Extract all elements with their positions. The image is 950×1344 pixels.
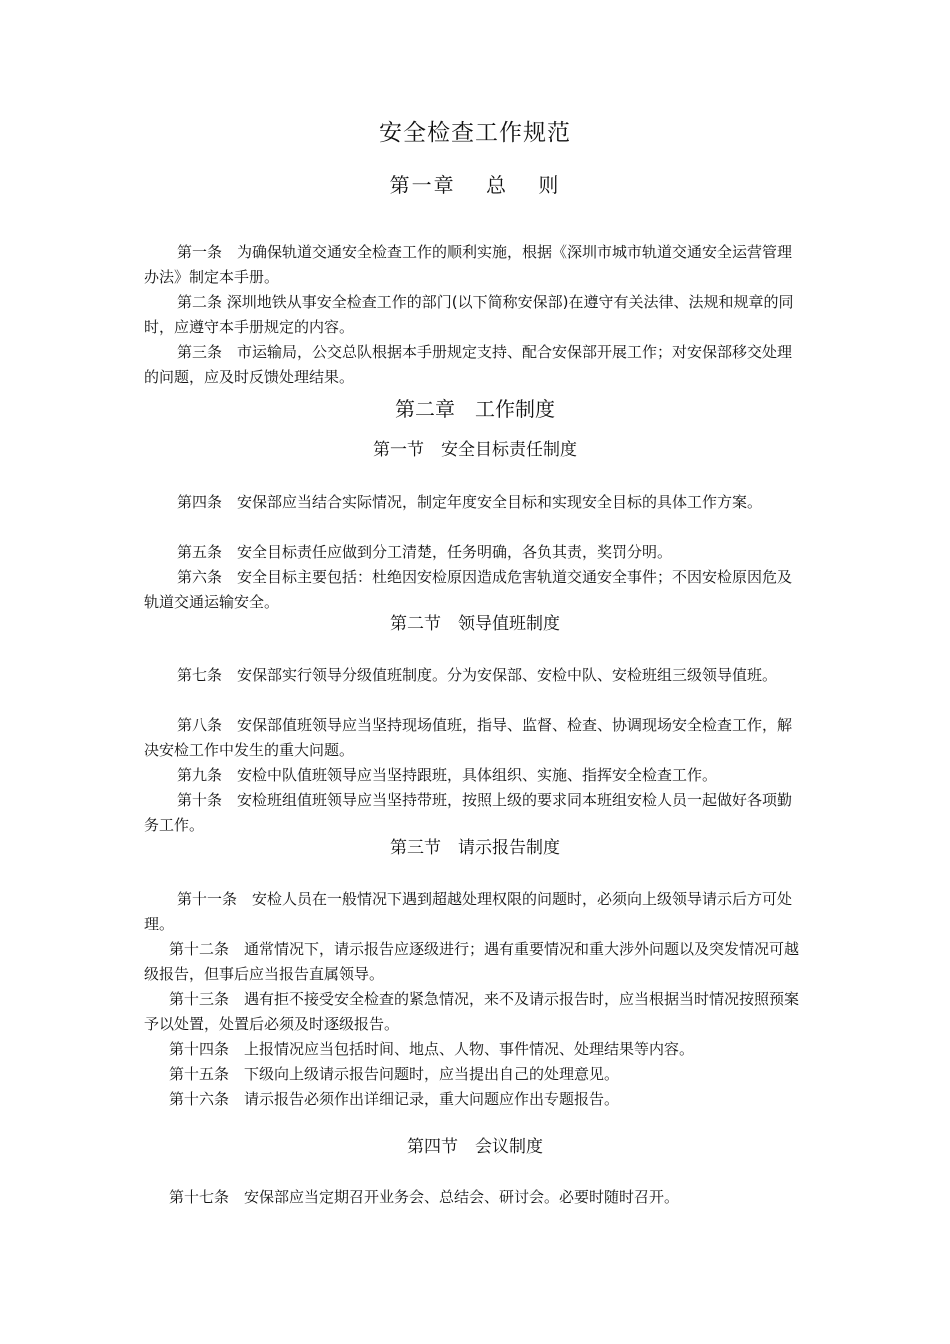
article-14: 第十四条 上报情况应当包括时间、地点、人物、事件情况、处理结果等内容。 bbox=[169, 1040, 695, 1058]
article-8: 第八条 安保部值班领导应当坚持现场值班，指导、监督、检查、协调现场安全检查工作，解决安检工作中发生的重大问题。 bbox=[144, 716, 793, 759]
article-6: 第六条 安全目标主要包括：杜绝因安检原因造成危害轨道交通安全事件；不因安检原因危及轨道交通运输安全。 bbox=[144, 568, 793, 611]
section-4-heading: 第四节 会议制度 bbox=[407, 1137, 543, 1157]
article-15: 第十五条 下级向上级请示报告问题时，应当提出自己的处理意见。 bbox=[169, 1065, 620, 1083]
article-12: 第十二条 通常情况下，请示报告应逐级进行；遇有重要情况和重大涉外问题以及突发情况可越级报告，但事后应当报告直属领导。 bbox=[144, 940, 800, 983]
chapter-1-heading: 第一章 总 则 bbox=[389, 173, 561, 197]
article-9: 第九条 安检中队值班领导应当坚持跟班，具体组织、实施、指挥安全检查工作。 bbox=[177, 766, 718, 784]
article-3: 第三条 市运输局，公交总队根据本手册规定支持、配合安保部开展工作；对安保部移交处理的问题，应及时反馈处理结果。 bbox=[144, 343, 793, 386]
article-2: 第二条 深圳地铁从事安全检查工作的部门(以下简称安保部)在遵守有关法律、法规和规章的同时，应遵守本手册规定的内容。 bbox=[144, 293, 794, 336]
article-7: 第七条 安保部实行领导分级值班制度。分为安保部、安检中队、安检班组三级领导值班。 bbox=[177, 666, 778, 684]
article-5: 第五条 安全目标责任应做到分工清楚，任务明确，各负其责，奖罚分明。 bbox=[177, 543, 673, 561]
article-1: 第一条 为确保轨道交通安全检查工作的顺利实施，根据《深圳市城市轨道交通安全运营管理办法》制定本手册。 bbox=[144, 243, 793, 286]
article-10: 第十条 安检班组值班领导应当坚持带班，按照上级的要求同本班组安检人员一起做好各项勤务工作。 bbox=[144, 791, 793, 834]
article-4: 第四条 安保部应当结合实际情况，制定年度安全目标和实现安全目标的具体工作方案。 bbox=[177, 493, 763, 511]
section-3-heading: 第三节 请示报告制度 bbox=[390, 838, 560, 858]
article-13: 第十三条 遇有拒不接受安全检查的紧急情况，来不及请示报告时，应当根据当时情况按照预案予以处置，处置后必须及时逐级报告。 bbox=[144, 990, 800, 1033]
article-16: 第十六条 请示报告必须作出详细记录，重大问题应作出专题报告。 bbox=[169, 1090, 620, 1108]
section-2-heading: 第二节 领导值班制度 bbox=[390, 614, 560, 634]
chapter-2-heading: 第二章 工作制度 bbox=[395, 397, 555, 421]
section-1-heading: 第一节 安全目标责任制度 bbox=[373, 440, 577, 460]
article-17: 第十七条 安保部应当定期召开业务会、总结会、研讨会。必要时随时召开。 bbox=[169, 1188, 680, 1206]
document-title: 安全检查工作规范 bbox=[379, 120, 571, 146]
article-11: 第十一条 安检人员在一般情况下遇到超越处理权限的问题时，必须向上级领导请示后方可处理。 bbox=[144, 890, 793, 933]
